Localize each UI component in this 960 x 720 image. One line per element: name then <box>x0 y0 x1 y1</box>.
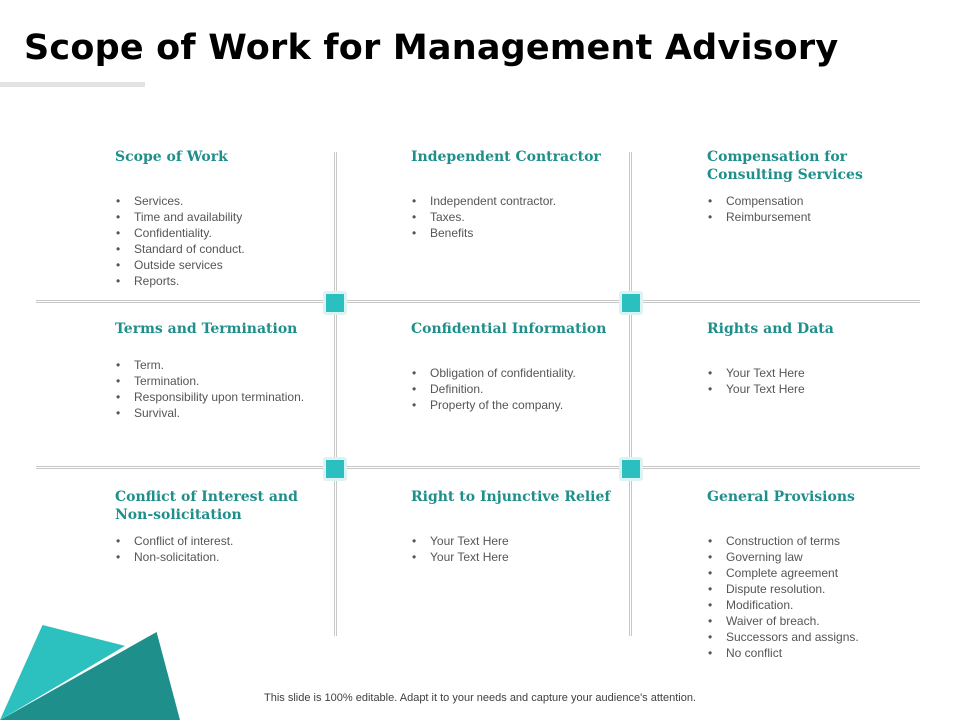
bullet-item: • Standard of conduct. <box>115 241 245 257</box>
section-heading: Independent Contractor <box>411 149 601 165</box>
title-underline <box>0 82 145 87</box>
bullet-item: • Confidentiality. <box>115 225 245 241</box>
bullet-list <box>707 533 859 661</box>
bullet-item: • Compensation <box>707 193 811 209</box>
bullet-list <box>411 193 556 241</box>
grid-node-square <box>323 291 347 315</box>
bullet-item: • Obligation of confidentiality. <box>411 365 576 381</box>
bullet-item: • Survival. <box>115 405 304 421</box>
section-heading: Scope of Work <box>115 149 228 165</box>
bullet-item: • Your Text Here <box>707 381 805 397</box>
bullet-item: • Time and availability <box>115 209 245 225</box>
grid-node-square <box>323 457 347 481</box>
bullet-item: • Non-solicitation. <box>115 549 233 565</box>
section-heading: Rights and Data <box>707 321 834 337</box>
bullet-item: • No conflict <box>707 645 859 661</box>
bullet-list <box>115 193 245 289</box>
section-heading: Right to Injunctive Relief <box>411 489 611 505</box>
bullet-item: • Your Text Here <box>707 365 805 381</box>
footer-note: This slide is 100% editable. Adapt it to your needs and capture your audience's attention. <box>264 692 696 704</box>
bullet-item: • Responsibility upon termination. <box>115 389 304 405</box>
bullet-item: • Termination. <box>115 373 304 389</box>
bullet-item: • Property of the company. <box>411 397 576 413</box>
page-title: Scope of Work for Management Advisory <box>24 28 839 68</box>
bullet-list <box>707 365 805 397</box>
bullet-item: • Term. <box>115 357 304 373</box>
grid-node-square <box>619 457 643 481</box>
bullet-list <box>411 365 576 413</box>
bullet-item: • Conflict of interest. <box>115 533 233 549</box>
bullet-item: • Services. <box>115 193 245 209</box>
bullet-item: • Complete agreement <box>707 565 859 581</box>
bullet-item: • Independent contractor. <box>411 193 556 209</box>
section-heading: Confidential Information <box>411 321 607 337</box>
section-heading: Terms and Termination <box>115 321 298 337</box>
bullet-list <box>411 533 509 565</box>
bullet-item: • Outside services <box>115 257 245 273</box>
section-heading: General Provisions <box>707 489 855 505</box>
bullet-item: • Dispute resolution. <box>707 581 859 597</box>
bullet-item: • Modification. <box>707 597 859 613</box>
grid-node-square <box>619 291 643 315</box>
bullet-item: • Reports. <box>115 273 245 289</box>
section-heading: Compensation for Consulting Services <box>707 149 863 183</box>
horizontal-divider-bottom <box>36 466 920 469</box>
bullet-item: • Governing law <box>707 549 859 565</box>
vertical-divider-left <box>334 152 337 636</box>
bullet-item: • Waiver of breach. <box>707 613 859 629</box>
bullet-item: • Your Text Here <box>411 549 509 565</box>
vertical-divider-right <box>629 152 632 636</box>
bullet-item: • Construction of terms <box>707 533 859 549</box>
bullet-item: • Successors and assigns. <box>707 629 859 645</box>
bullet-item: • Taxes. <box>411 209 556 225</box>
bullet-item: • Definition. <box>411 381 576 397</box>
bullet-list <box>115 357 304 421</box>
bullet-list <box>115 533 233 565</box>
horizontal-divider-top <box>36 300 920 303</box>
bullet-list <box>707 193 811 225</box>
bullet-item: • Your Text Here <box>411 533 509 549</box>
bullet-item: • Reimbursement <box>707 209 811 225</box>
bullet-item: • Benefits <box>411 225 556 241</box>
section-heading: Conflict of Interest and Non-solicitation <box>115 489 298 523</box>
